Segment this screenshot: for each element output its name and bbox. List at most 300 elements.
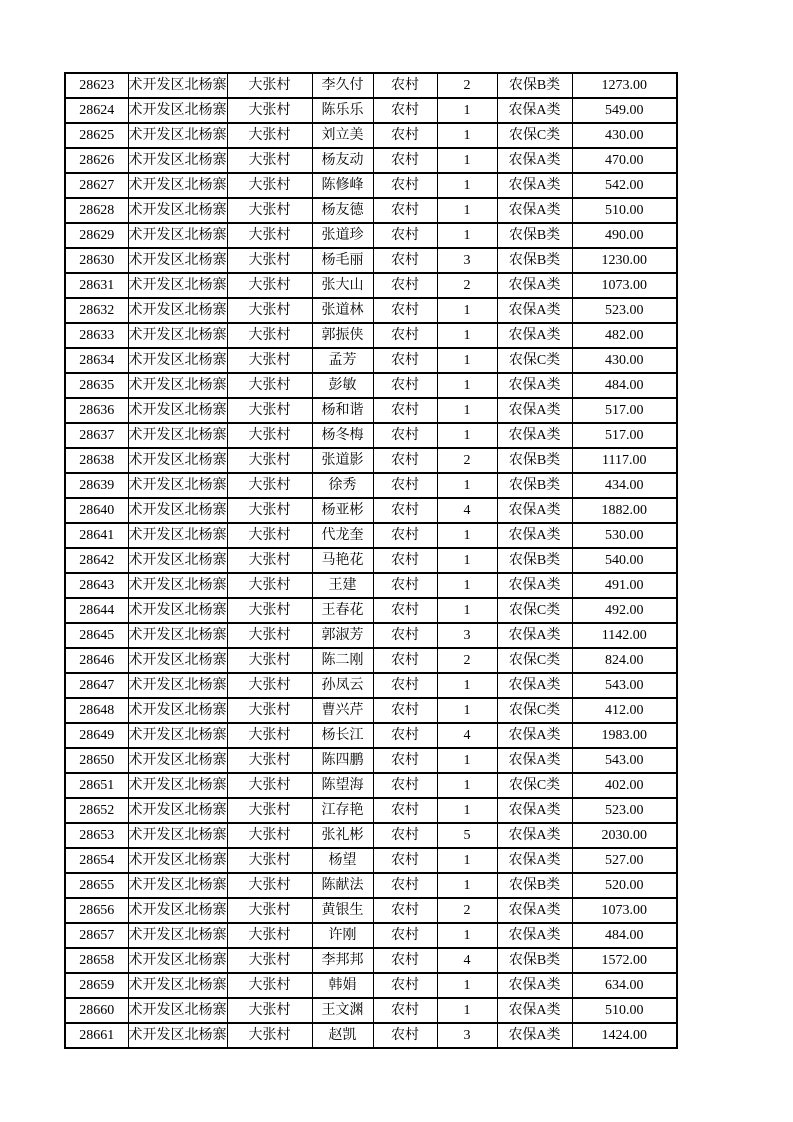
- cell-household-type: 农村: [373, 423, 437, 448]
- cell-amount: 484.00: [572, 373, 677, 398]
- cell-amount: 1073.00: [572, 273, 677, 298]
- cell-person-count: 3: [437, 623, 497, 648]
- cell-village: 大张村: [227, 373, 312, 398]
- cell-insurance-type: 农保A类: [497, 498, 572, 523]
- cell-person-count: 1: [437, 923, 497, 948]
- cell-insurance-type: 农保A类: [497, 823, 572, 848]
- cell-person-name: 杨亚彬: [312, 498, 373, 523]
- cell-village: 大张村: [227, 773, 312, 798]
- cell-amount: 510.00: [572, 198, 677, 223]
- cell-district: 术开发区北杨寨: [128, 623, 227, 648]
- cell-serial-number: 28625: [65, 123, 128, 148]
- table-body: [65, 73, 677, 1048]
- table-row: [65, 448, 677, 473]
- cell-village: 大张村: [227, 473, 312, 498]
- cell-district: 术开发区北杨寨: [128, 648, 227, 673]
- cell-person-count: 1: [437, 123, 497, 148]
- cell-household-type: 农村: [373, 923, 437, 948]
- cell-serial-number: 28659: [65, 973, 128, 998]
- cell-person-count: 1: [437, 148, 497, 173]
- cell-serial-number: 28623: [65, 73, 128, 98]
- cell-district: 术开发区北杨寨: [128, 548, 227, 573]
- cell-person-name: 杨友德: [312, 198, 373, 223]
- cell-person-count: 4: [437, 498, 497, 523]
- cell-village: 大张村: [227, 673, 312, 698]
- cell-household-type: 农村: [373, 573, 437, 598]
- cell-serial-number: 28646: [65, 648, 128, 673]
- cell-amount: 1424.00: [572, 1023, 677, 1048]
- cell-insurance-type: 农保A类: [497, 623, 572, 648]
- table-row: [65, 73, 677, 98]
- cell-household-type: 农村: [373, 373, 437, 398]
- cell-village: 大张村: [227, 223, 312, 248]
- cell-amount: 430.00: [572, 348, 677, 373]
- cell-serial-number: 28656: [65, 898, 128, 923]
- cell-village: 大张村: [227, 548, 312, 573]
- table-row: [65, 198, 677, 223]
- cell-person-name: 李邦邦: [312, 948, 373, 973]
- cell-person-count: 1: [437, 773, 497, 798]
- cell-serial-number: 28657: [65, 923, 128, 948]
- cell-household-type: 农村: [373, 948, 437, 973]
- cell-person-name: 杨毛丽: [312, 248, 373, 273]
- cell-serial-number: 28639: [65, 473, 128, 498]
- table-row: [65, 423, 677, 448]
- table-row: [65, 223, 677, 248]
- cell-amount: 1142.00: [572, 623, 677, 648]
- cell-insurance-type: 农保A类: [497, 323, 572, 348]
- cell-person-count: 5: [437, 823, 497, 848]
- cell-person-name: 刘立美: [312, 123, 373, 148]
- cell-household-type: 农村: [373, 873, 437, 898]
- cell-amount: 1230.00: [572, 248, 677, 273]
- table-row: [65, 348, 677, 373]
- cell-district: 术开发区北杨寨: [128, 698, 227, 723]
- cell-household-type: 农村: [373, 1023, 437, 1048]
- cell-household-type: 农村: [373, 523, 437, 548]
- cell-district: 术开发区北杨寨: [128, 748, 227, 773]
- table-row: [65, 98, 677, 123]
- pension-list-table: [64, 72, 678, 1049]
- cell-person-count: 1: [437, 673, 497, 698]
- cell-person-name: 徐秀: [312, 473, 373, 498]
- cell-serial-number: 28635: [65, 373, 128, 398]
- cell-person-name: 杨友动: [312, 148, 373, 173]
- cell-village: 大张村: [227, 848, 312, 873]
- table-row: [65, 248, 677, 273]
- cell-household-type: 农村: [373, 823, 437, 848]
- cell-serial-number: 28630: [65, 248, 128, 273]
- cell-village: 大张村: [227, 248, 312, 273]
- cell-amount: 484.00: [572, 923, 677, 948]
- cell-person-name: 张大山: [312, 273, 373, 298]
- cell-person-count: 1: [437, 748, 497, 773]
- cell-person-count: 1: [437, 398, 497, 423]
- cell-insurance-type: 农保A类: [497, 573, 572, 598]
- cell-serial-number: 28649: [65, 723, 128, 748]
- cell-district: 术开发区北杨寨: [128, 298, 227, 323]
- table-row: [65, 173, 677, 198]
- cell-household-type: 农村: [373, 73, 437, 98]
- cell-insurance-type: 农保A类: [497, 298, 572, 323]
- cell-household-type: 农村: [373, 398, 437, 423]
- cell-insurance-type: 农保B类: [497, 448, 572, 473]
- cell-serial-number: 28637: [65, 423, 128, 448]
- cell-district: 术开发区北杨寨: [128, 98, 227, 123]
- cell-person-count: 1: [437, 523, 497, 548]
- table-row: [65, 123, 677, 148]
- cell-serial-number: 28629: [65, 223, 128, 248]
- cell-person-count: 1: [437, 798, 497, 823]
- cell-district: 术开发区北杨寨: [128, 1023, 227, 1048]
- cell-person-count: 1: [437, 298, 497, 323]
- cell-person-name: 陈修峰: [312, 173, 373, 198]
- cell-person-name: 杨冬梅: [312, 423, 373, 448]
- table-row: [65, 948, 677, 973]
- cell-serial-number: 28648: [65, 698, 128, 723]
- cell-amount: 540.00: [572, 548, 677, 573]
- cell-household-type: 农村: [373, 723, 437, 748]
- cell-insurance-type: 农保A类: [497, 373, 572, 398]
- table-row: [65, 823, 677, 848]
- cell-district: 术开发区北杨寨: [128, 148, 227, 173]
- cell-insurance-type: 农保A类: [497, 273, 572, 298]
- cell-district: 术开发区北杨寨: [128, 223, 227, 248]
- cell-person-name: 王文渊: [312, 998, 373, 1023]
- cell-district: 术开发区北杨寨: [128, 398, 227, 423]
- cell-household-type: 农村: [373, 248, 437, 273]
- cell-serial-number: 28651: [65, 773, 128, 798]
- cell-household-type: 农村: [373, 673, 437, 698]
- cell-person-count: 2: [437, 73, 497, 98]
- cell-insurance-type: 农保A类: [497, 673, 572, 698]
- cell-person-name: 韩娟: [312, 973, 373, 998]
- cell-serial-number: 28660: [65, 998, 128, 1023]
- table-row: [65, 498, 677, 523]
- cell-village: 大张村: [227, 723, 312, 748]
- cell-amount: 527.00: [572, 848, 677, 873]
- cell-district: 术开发区北杨寨: [128, 323, 227, 348]
- cell-serial-number: 28654: [65, 848, 128, 873]
- cell-village: 大张村: [227, 98, 312, 123]
- cell-serial-number: 28626: [65, 148, 128, 173]
- cell-person-name: 许刚: [312, 923, 373, 948]
- cell-amount: 1073.00: [572, 898, 677, 923]
- cell-district: 术开发区北杨寨: [128, 123, 227, 148]
- cell-amount: 492.00: [572, 598, 677, 623]
- cell-serial-number: 28641: [65, 523, 128, 548]
- cell-insurance-type: 农保C类: [497, 698, 572, 723]
- cell-insurance-type: 农保A类: [497, 198, 572, 223]
- cell-amount: 1117.00: [572, 448, 677, 473]
- cell-serial-number: 28640: [65, 498, 128, 523]
- cell-serial-number: 28658: [65, 948, 128, 973]
- cell-serial-number: 28642: [65, 548, 128, 573]
- cell-person-count: 4: [437, 723, 497, 748]
- cell-district: 术开发区北杨寨: [128, 948, 227, 973]
- cell-district: 术开发区北杨寨: [128, 723, 227, 748]
- cell-amount: 2030.00: [572, 823, 677, 848]
- table-row: [65, 598, 677, 623]
- table-row: [65, 973, 677, 998]
- cell-village: 大张村: [227, 598, 312, 623]
- cell-serial-number: 28632: [65, 298, 128, 323]
- cell-person-name: 陈乐乐: [312, 98, 373, 123]
- cell-household-type: 农村: [373, 598, 437, 623]
- cell-person-name: 马艳花: [312, 548, 373, 573]
- cell-insurance-type: 农保A类: [497, 523, 572, 548]
- cell-person-name: 张道珍: [312, 223, 373, 248]
- table-row: [65, 1023, 677, 1048]
- cell-person-count: 2: [437, 448, 497, 473]
- cell-village: 大张村: [227, 398, 312, 423]
- cell-insurance-type: 农保C类: [497, 123, 572, 148]
- cell-person-count: 3: [437, 248, 497, 273]
- cell-person-name: 代龙奎: [312, 523, 373, 548]
- cell-village: 大张村: [227, 323, 312, 348]
- cell-insurance-type: 农保A类: [497, 1023, 572, 1048]
- cell-district: 术开发区北杨寨: [128, 773, 227, 798]
- cell-amount: 430.00: [572, 123, 677, 148]
- cell-serial-number: 28628: [65, 198, 128, 223]
- cell-district: 术开发区北杨寨: [128, 673, 227, 698]
- cell-serial-number: 28627: [65, 173, 128, 198]
- cell-district: 术开发区北杨寨: [128, 173, 227, 198]
- cell-amount: 517.00: [572, 423, 677, 448]
- cell-person-count: 1: [437, 198, 497, 223]
- cell-district: 术开发区北杨寨: [128, 823, 227, 848]
- cell-village: 大张村: [227, 648, 312, 673]
- cell-person-count: 3: [437, 1023, 497, 1048]
- table-row: [65, 523, 677, 548]
- cell-serial-number: 28633: [65, 323, 128, 348]
- cell-serial-number: 28647: [65, 673, 128, 698]
- cell-insurance-type: 农保B类: [497, 73, 572, 98]
- table-row: [65, 898, 677, 923]
- table-row: [65, 923, 677, 948]
- cell-amount: 549.00: [572, 98, 677, 123]
- cell-insurance-type: 农保C类: [497, 773, 572, 798]
- cell-insurance-type: 农保B类: [497, 948, 572, 973]
- cell-insurance-type: 农保A类: [497, 98, 572, 123]
- cell-amount: 1572.00: [572, 948, 677, 973]
- cell-district: 术开发区北杨寨: [128, 598, 227, 623]
- cell-insurance-type: 农保A类: [497, 923, 572, 948]
- cell-person-count: 1: [437, 873, 497, 898]
- cell-household-type: 农村: [373, 298, 437, 323]
- table-row: [65, 723, 677, 748]
- cell-village: 大张村: [227, 298, 312, 323]
- cell-household-type: 农村: [373, 773, 437, 798]
- cell-insurance-type: 农保A类: [497, 848, 572, 873]
- cell-amount: 543.00: [572, 673, 677, 698]
- cell-person-name: 孙凤云: [312, 673, 373, 698]
- cell-amount: 520.00: [572, 873, 677, 898]
- cell-household-type: 农村: [373, 348, 437, 373]
- cell-person-count: 1: [437, 598, 497, 623]
- cell-household-type: 农村: [373, 898, 437, 923]
- cell-village: 大张村: [227, 448, 312, 473]
- table-row: [65, 273, 677, 298]
- cell-serial-number: 28644: [65, 598, 128, 623]
- cell-household-type: 农村: [373, 123, 437, 148]
- cell-district: 术开发区北杨寨: [128, 998, 227, 1023]
- cell-district: 术开发区北杨寨: [128, 573, 227, 598]
- cell-village: 大张村: [227, 173, 312, 198]
- cell-amount: 824.00: [572, 648, 677, 673]
- cell-village: 大张村: [227, 698, 312, 723]
- cell-amount: 1882.00: [572, 498, 677, 523]
- cell-district: 术开发区北杨寨: [128, 73, 227, 98]
- cell-amount: 542.00: [572, 173, 677, 198]
- cell-insurance-type: 农保B类: [497, 473, 572, 498]
- cell-amount: 1983.00: [572, 723, 677, 748]
- table-row: [65, 773, 677, 798]
- cell-village: 大张村: [227, 823, 312, 848]
- cell-person-name: 王春花: [312, 598, 373, 623]
- cell-household-type: 农村: [373, 173, 437, 198]
- table-row: [65, 298, 677, 323]
- cell-village: 大张村: [227, 623, 312, 648]
- cell-village: 大张村: [227, 523, 312, 548]
- table-row: [65, 748, 677, 773]
- cell-household-type: 农村: [373, 448, 437, 473]
- cell-household-type: 农村: [373, 323, 437, 348]
- cell-district: 术开发区北杨寨: [128, 198, 227, 223]
- cell-person-name: 杨望: [312, 848, 373, 873]
- cell-person-count: 2: [437, 648, 497, 673]
- cell-person-count: 1: [437, 173, 497, 198]
- cell-village: 大张村: [227, 123, 312, 148]
- cell-insurance-type: 农保B类: [497, 873, 572, 898]
- cell-insurance-type: 农保A类: [497, 423, 572, 448]
- cell-household-type: 农村: [373, 998, 437, 1023]
- cell-person-name: 张道影: [312, 448, 373, 473]
- cell-insurance-type: 农保A类: [497, 973, 572, 998]
- cell-village: 大张村: [227, 973, 312, 998]
- cell-amount: 491.00: [572, 573, 677, 598]
- cell-amount: 523.00: [572, 798, 677, 823]
- cell-insurance-type: 农保A类: [497, 898, 572, 923]
- cell-serial-number: 28652: [65, 798, 128, 823]
- cell-person-count: 1: [437, 423, 497, 448]
- cell-amount: 482.00: [572, 323, 677, 348]
- cell-amount: 402.00: [572, 773, 677, 798]
- table-row: [65, 698, 677, 723]
- cell-district: 术开发区北杨寨: [128, 373, 227, 398]
- cell-district: 术开发区北杨寨: [128, 798, 227, 823]
- cell-village: 大张村: [227, 748, 312, 773]
- table-row: [65, 998, 677, 1023]
- table-row: [65, 873, 677, 898]
- cell-person-name: 王建: [312, 573, 373, 598]
- cell-amount: 1273.00: [572, 73, 677, 98]
- cell-serial-number: 28661: [65, 1023, 128, 1048]
- cell-household-type: 农村: [373, 148, 437, 173]
- cell-village: 大张村: [227, 198, 312, 223]
- table-row: [65, 148, 677, 173]
- table-row: [65, 798, 677, 823]
- cell-insurance-type: 农保A类: [497, 998, 572, 1023]
- cell-district: 术开发区北杨寨: [128, 873, 227, 898]
- cell-person-name: 张道林: [312, 298, 373, 323]
- cell-person-name: 陈望海: [312, 773, 373, 798]
- cell-insurance-type: 农保C类: [497, 348, 572, 373]
- cell-insurance-type: 农保C类: [497, 648, 572, 673]
- cell-household-type: 农村: [373, 473, 437, 498]
- cell-person-count: 1: [437, 473, 497, 498]
- cell-village: 大张村: [227, 798, 312, 823]
- cell-person-count: 1: [437, 998, 497, 1023]
- cell-district: 术开发区北杨寨: [128, 473, 227, 498]
- cell-person-name: 郭振侠: [312, 323, 373, 348]
- cell-village: 大张村: [227, 348, 312, 373]
- cell-insurance-type: 农保B类: [497, 248, 572, 273]
- cell-person-name: 张礼彬: [312, 823, 373, 848]
- cell-person-count: 4: [437, 948, 497, 973]
- cell-household-type: 农村: [373, 698, 437, 723]
- cell-amount: 470.00: [572, 148, 677, 173]
- cell-household-type: 农村: [373, 623, 437, 648]
- table-row: [65, 398, 677, 423]
- cell-serial-number: 28634: [65, 348, 128, 373]
- cell-serial-number: 28653: [65, 823, 128, 848]
- cell-serial-number: 28643: [65, 573, 128, 598]
- cell-district: 术开发区北杨寨: [128, 348, 227, 373]
- cell-serial-number: 28638: [65, 448, 128, 473]
- cell-person-name: 陈二刚: [312, 648, 373, 673]
- cell-person-name: 江存艳: [312, 798, 373, 823]
- cell-village: 大张村: [227, 148, 312, 173]
- cell-insurance-type: 农保A类: [497, 748, 572, 773]
- cell-insurance-type: 农保A类: [497, 723, 572, 748]
- table-row: [65, 673, 677, 698]
- cell-village: 大张村: [227, 1023, 312, 1048]
- cell-household-type: 农村: [373, 748, 437, 773]
- cell-person-count: 1: [437, 98, 497, 123]
- cell-village: 大张村: [227, 923, 312, 948]
- cell-serial-number: 28650: [65, 748, 128, 773]
- cell-person-count: 1: [437, 373, 497, 398]
- cell-household-type: 农村: [373, 848, 437, 873]
- cell-village: 大张村: [227, 423, 312, 448]
- cell-person-name: 孟芳: [312, 348, 373, 373]
- cell-person-count: 1: [437, 548, 497, 573]
- cell-serial-number: 28636: [65, 398, 128, 423]
- cell-district: 术开发区北杨寨: [128, 973, 227, 998]
- cell-serial-number: 28624: [65, 98, 128, 123]
- table-row: [65, 623, 677, 648]
- cell-household-type: 农村: [373, 198, 437, 223]
- cell-household-type: 农村: [373, 798, 437, 823]
- cell-district: 术开发区北杨寨: [128, 423, 227, 448]
- cell-household-type: 农村: [373, 223, 437, 248]
- cell-insurance-type: 农保A类: [497, 173, 572, 198]
- table-row: [65, 548, 677, 573]
- cell-district: 术开发区北杨寨: [128, 448, 227, 473]
- cell-village: 大张村: [227, 573, 312, 598]
- cell-person-name: 陈四鹏: [312, 748, 373, 773]
- cell-person-count: 1: [437, 348, 497, 373]
- cell-district: 术开发区北杨寨: [128, 273, 227, 298]
- table-row: [65, 573, 677, 598]
- cell-village: 大张村: [227, 273, 312, 298]
- cell-person-count: 1: [437, 573, 497, 598]
- cell-household-type: 农村: [373, 273, 437, 298]
- cell-amount: 530.00: [572, 523, 677, 548]
- cell-household-type: 农村: [373, 498, 437, 523]
- cell-person-count: 2: [437, 898, 497, 923]
